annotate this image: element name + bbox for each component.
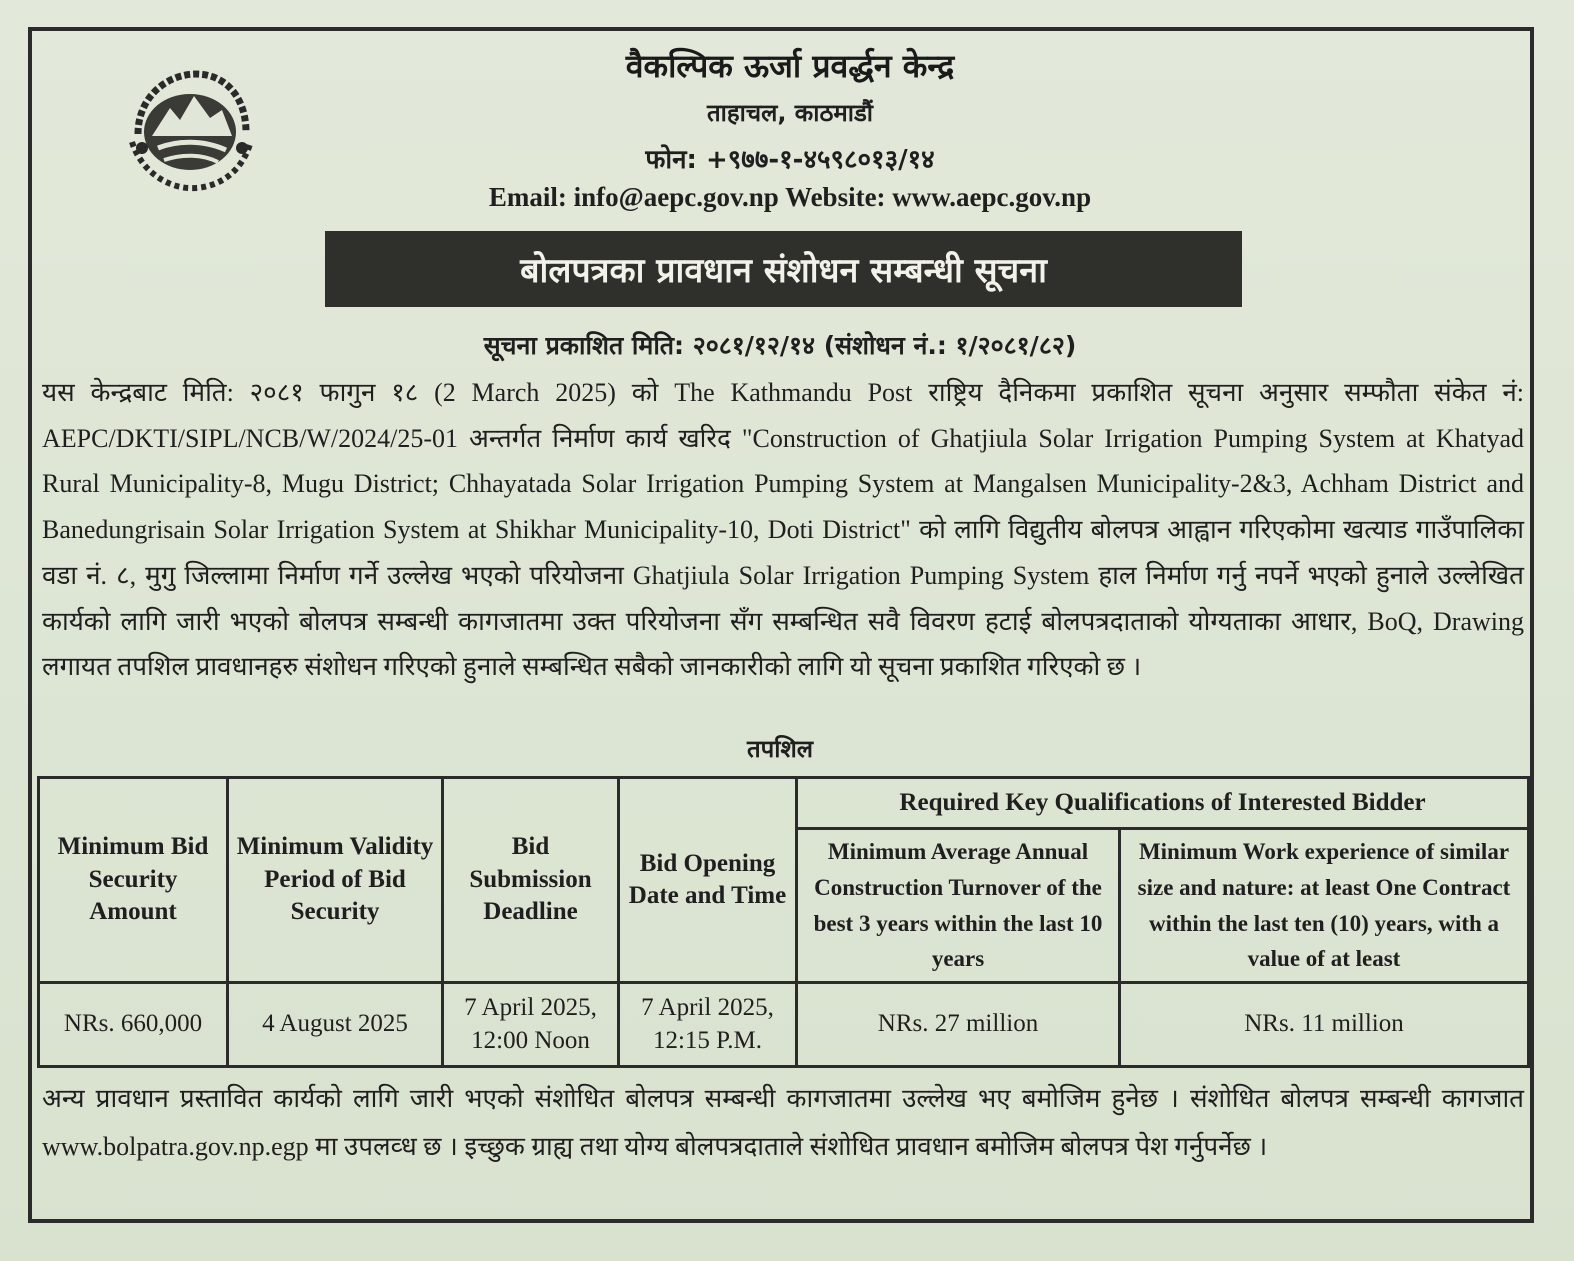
header-bid-security: Minimum Bid Security Amount xyxy=(39,778,228,983)
table-header-row xyxy=(39,778,1529,829)
header-opening-date: Bid Opening Date and Time xyxy=(619,778,797,983)
header-submission-deadline: Bid Submission Deadline xyxy=(443,778,619,983)
header-annual-turnover: Minimum Average Annual Construction Turnover of the best 3 years within the last 10 years xyxy=(797,829,1120,983)
cell-work-experience: NRs. 11 million xyxy=(1120,983,1529,1067)
cell-opening-date: 7 April 2025, 12:15 P.M. xyxy=(619,983,797,1067)
government-emblem-icon xyxy=(118,56,258,196)
cell-validity-period: 4 August 2025 xyxy=(228,983,443,1067)
header-key-qualifications: Required Key Qualifications of Interested Bidder xyxy=(797,778,1529,829)
organization-address: ताहाचल, काठमाडौं xyxy=(706,99,874,127)
publication-date: सूचना प्रकाशित मिति: २०८१/१२/१४ (संशोधन नं.: १/२०८१/८२) xyxy=(483,331,1077,360)
notice-title: बोलपत्रका प्रावधान संशोधन सम्बन्धी सूचना xyxy=(520,251,1047,291)
organization-name: वैकल्पिक ऊर्जा प्रवर्द्धन केन्द्र xyxy=(625,47,955,85)
table-row xyxy=(39,983,1529,1067)
cell-submission-deadline: 7 April 2025, 12:00 Noon xyxy=(443,983,619,1067)
schedule-heading: तपशिल xyxy=(746,735,814,763)
closing-paragraph: अन्य प्रावधान प्रस्तावित कार्यको लागि जारी भएको संशोधित बोलपत्र सम्बन्धी कागजातमा उल्लेख भए बमोजिम हुनेछ । संशोधित बोलपत्र सम्बन्धी कागजात www.bolpatra.gov.np.egp मा उपलव्ध छ । इच्छुक ग्राह्य तथा योग्य बोलपत्रदाताले संशोधित प्रावधान बमोजिम बोलपत्र पेश गर्नुपर्नेछ । xyxy=(42,1084,1524,1161)
notice-body: यस केन्द्रबाट मिति: २०८१ फागुन १८ (2 March 2025) को The Kathmandu Post राष्ट्रिय दैनिकमा प्रकाशित सूचना अनुसार सम्फौता संकेत नं: AEPC/DKTI/SIPL/NCB/W/2024/25-01 अन्तर्गत निर्माण कार्य खरिद "Construction of Ghatjiula Solar Irrigation Pumping System at Khatyad Rural Municipality-8, Mugu District; Chhayatada Solar Irrigation Pumping System at Mangalsen Municipality-2&3, Achham District and Banedungrisain Solar Irrigation System at Shikhar Municipality-10, Doti District" को लागि विद्युतीय बोलपत्र आह्वान गरिएकोमा खत्याड गाउँपालिका वडा नं. ८, मुगु जिल्लामा निर्माण गर्ने उल्लेख भएको परियोजना Ghatjiula Solar Irrigation Pumping System हाल निर्माण गर्नु नपर्ने भएको हुनाले उल्लेखित कार्यको लागि जारी भएको बोलपत्र सम्बन्धी कागजातमा उक्त परियोजना सँग सम्बन्धित सवै विवरण हटाई बोलपत्रदाताको योग्यताका आधार, BoQ, Drawing लगायत तपशिल प्रावधानहरु संशोधन गरिएको हुनाले सम्बन्धित सबैको जानकारीको लागि यो सूचना प्रकाशित गरिएको छ । xyxy=(42,378,1524,682)
organization-phone: फोन: +९७७-१-४५९८०१३/१४ xyxy=(645,145,935,175)
bid-details-table xyxy=(37,776,1530,1068)
cell-bid-security: NRs. 660,000 xyxy=(39,983,228,1067)
header-validity-period: Minimum Validity Period of Bid Security xyxy=(228,778,443,983)
organization-email-website: Email: info@aepc.gov.np Website: www.aepc.gov.np xyxy=(488,182,1092,212)
header-work-experience: Minimum Work experience of similar size and nature: at least One Contract within the last ten (10) years, with a value of at least xyxy=(1120,829,1529,983)
notice-title-banner xyxy=(325,231,1242,307)
cell-annual-turnover: NRs. 27 million xyxy=(797,983,1120,1067)
